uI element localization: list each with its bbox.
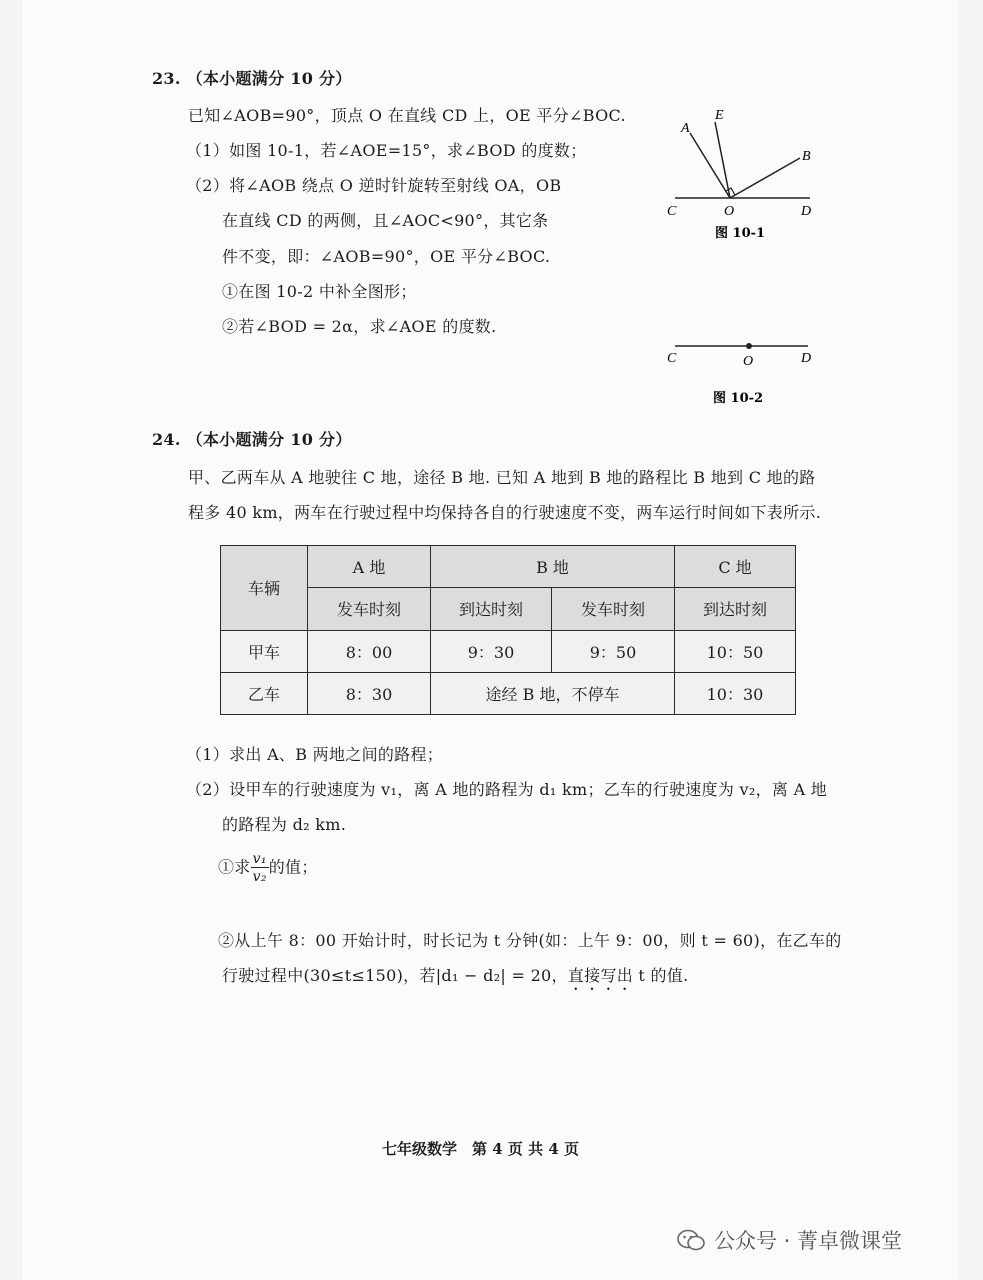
- q24-heading: 24. （本小题满分 10 分）: [152, 430, 352, 449]
- b-depart-header: 发车时刻: [552, 588, 675, 630]
- q23-part2-line3: 件不变，即：∠AOB=90°，OE 平分∠BOC.: [222, 247, 551, 266]
- q24-sub2-line2: [222, 963, 689, 994]
- figure-10-1-caption: 图 10-1: [715, 226, 766, 241]
- b-pass-note: 途经 B 地，不停车: [431, 672, 675, 714]
- q24-part2-line1: （2）设甲车的行驶速度为 v₁，离 A 地的路程为 d₁ km；乙车的行驶速度为 v₂，离 A 地: [186, 780, 828, 799]
- q23-part1: （1）如图 10-1，若∠AOE=15°，求∠BOD 的度数；: [186, 141, 587, 160]
- c-arrive-header: 到达时刻: [675, 588, 796, 630]
- q23-sub1: ①在图 10-2 中补全图形；: [222, 282, 417, 301]
- b-arrive-header: 到达时刻: [431, 588, 552, 630]
- q23-sub2: ②若∠BOD = 2α，求∠AOE 的度数.: [222, 317, 497, 336]
- page-footer: 七年级数学 第 4 页 共 4 页: [382, 1140, 579, 1158]
- label-o: O: [743, 354, 754, 369]
- point-o: [746, 343, 752, 349]
- label-b: B: [802, 149, 811, 164]
- location-b-header: B 地: [431, 546, 675, 588]
- location-a-header: A 地: [308, 546, 431, 588]
- table-row: [221, 672, 796, 714]
- q24-sub2-line1: ②从上午 8：00 开始计时，时长记为 t 分钟(如：上午 9：00，则 t = 60)，在乙车的: [218, 931, 842, 950]
- ratio-numerator: v₁: [252, 851, 267, 867]
- sub1-prefix: ①求: [218, 857, 251, 877]
- figure-10-2: [660, 330, 830, 410]
- label-d: D: [801, 204, 812, 219]
- ratio-denominator: v₂: [252, 869, 267, 885]
- q24-part2-line2: 的路程为 d₂ km.: [222, 815, 347, 834]
- q23-part2-line2: 在直线 CD 的两侧，且∠AOC<90°，其它条: [222, 211, 549, 230]
- c-arrive-time: 10：50: [675, 630, 796, 672]
- c-arrive-time: 10：30: [675, 672, 796, 714]
- q24-sub1: [218, 852, 318, 884]
- a-depart-time: 8：30: [308, 672, 431, 714]
- sub2-end: t 的值.: [633, 966, 689, 985]
- sub2-emphasis: 直接写出: [567, 966, 634, 985]
- b-depart-time: 9：50: [552, 630, 675, 672]
- vehicle-name: 甲车: [221, 630, 308, 672]
- schedule-table: [220, 545, 796, 715]
- q23-part2-line1: （2）将∠AOB 绕点 O 逆时针旋转至射线 OA，OB: [186, 176, 562, 195]
- q24-part1: （1）求出 A、B 两地之间的路程；: [186, 745, 444, 764]
- q23-given: 已知∠AOB=90°，顶点 O 在直线 CD 上，OE 平分∠BOC.: [188, 106, 626, 125]
- table-row: [221, 630, 796, 672]
- label-d: D: [801, 351, 812, 366]
- location-c-header: C 地: [675, 546, 796, 588]
- vehicle-name: 乙车: [221, 672, 308, 714]
- label-o: O: [724, 204, 735, 219]
- figure-10-1: [660, 100, 830, 250]
- label-c: C: [667, 351, 677, 366]
- label-a: A: [681, 121, 690, 136]
- q24-intro-line1: 甲、乙两车从 A 地驶往 C 地，途径 B 地. 已知 A 地到 B 地的路程比 B 地到 C 地的路: [188, 468, 816, 487]
- vehicle-header: 车辆: [221, 546, 308, 631]
- velocity-ratio: [251, 852, 269, 884]
- label-c: C: [667, 204, 677, 219]
- b-arrive-time: 9：30: [431, 630, 552, 672]
- watermark-text: 公众号 · 菁卓微课堂: [714, 1229, 903, 1253]
- q24-intro-line2: 程多 40 km，两车在行驶过程中均保持各自的行驶速度不变，两车运行时间如下表所示.: [188, 503, 822, 522]
- a-depart-time: 8：00: [308, 630, 431, 672]
- wechat-watermark: [676, 1225, 902, 1255]
- q23-heading: 23. （本小题满分 10 分）: [152, 69, 352, 88]
- wechat-icon: [676, 1227, 706, 1253]
- sub1-suffix: 的值；: [268, 857, 318, 877]
- label-e: E: [715, 108, 724, 123]
- ray-ob: [730, 158, 800, 198]
- sub2-text: 行驶过程中(30≤t≤150)，若|d₁ − d₂| = 20，: [222, 966, 568, 985]
- figure-10-2-caption: 图 10-2: [713, 391, 764, 406]
- a-depart-header: 发车时刻: [308, 588, 431, 630]
